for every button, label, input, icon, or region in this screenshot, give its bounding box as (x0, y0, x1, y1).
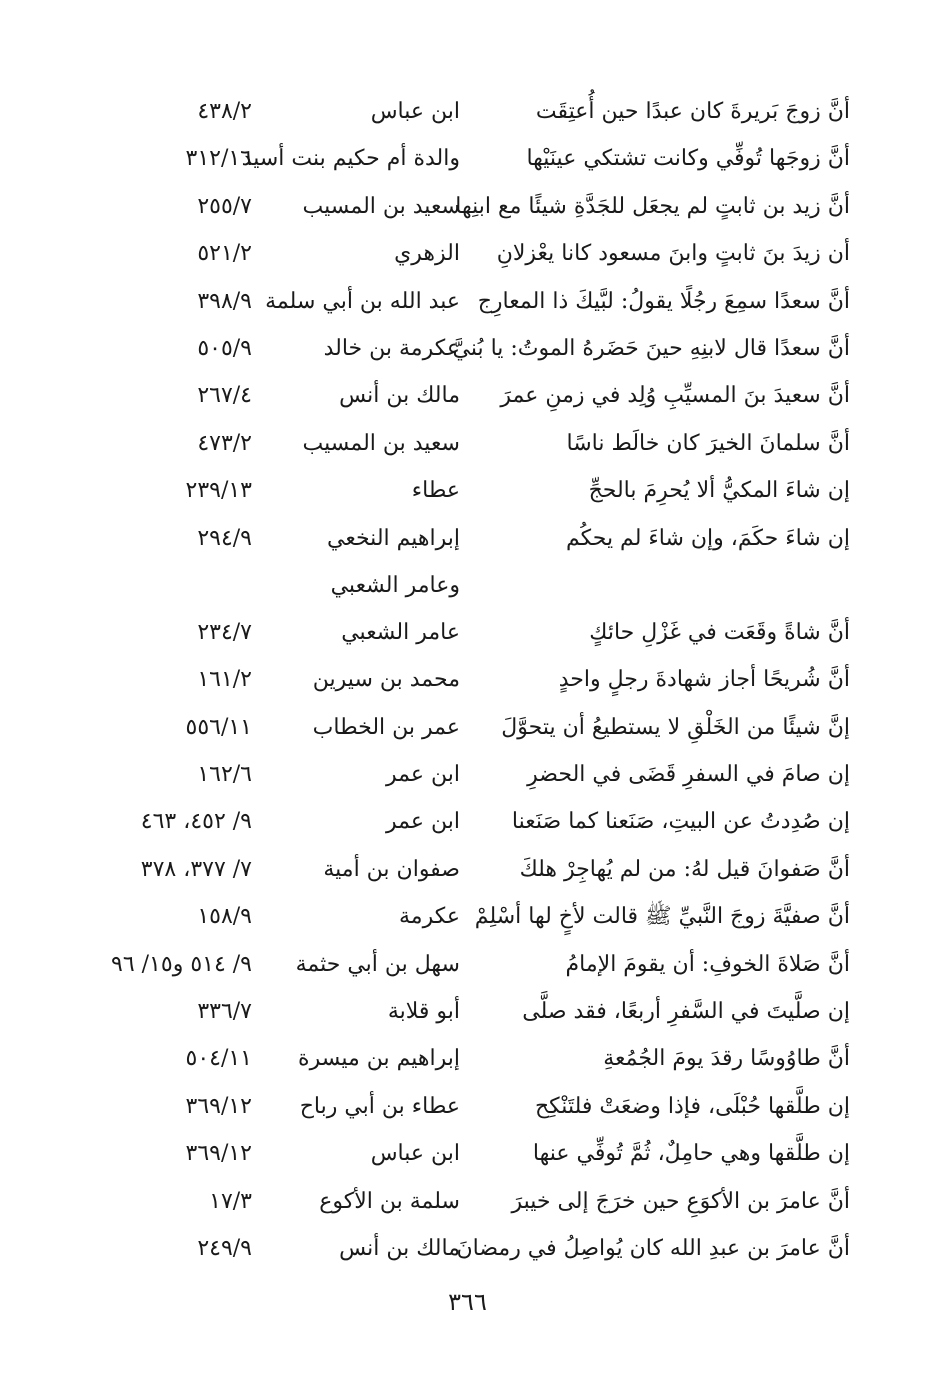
narrator-name: محمد بن سيرين (312, 667, 460, 693)
table-row (60, 278, 850, 325)
athar-text: إنَّ شيئًا من الخَلْقِ لا يستطيعُ أن يتحوَّلَ (501, 714, 850, 740)
table-row (60, 751, 850, 798)
volume-page-ref: ٤٧٣/٢ (197, 430, 252, 456)
table-row (60, 1225, 850, 1272)
athar-text: أنَّ طاوُوسًا رقدَ يومَ الجُمُعةِ (603, 1046, 850, 1072)
narrator-name: صفوان بن أمية (323, 856, 460, 882)
volume-page-ref: ٣٩٨/٩ (197, 288, 252, 314)
table-row (60, 609, 850, 656)
volume-page-ref: ٩/ ٥١٤ و١٥/ ٩٦ (111, 951, 252, 977)
volume-page-ref: ٧/ ٣٧٧، ٣٧٨ (140, 856, 252, 882)
athar-text: أنَّ صفيَّةَ زوجَ النَّبيِّ ﷺ قالت لأخٍ لها أسْلِمْ (474, 904, 850, 930)
narrator-name: مالك بن أنس (339, 383, 460, 409)
table-row (60, 656, 850, 703)
index-table (60, 88, 850, 1288)
athar-text: أنَّ شُريحًا أجاز شهادةَ رجلٍ واحدٍ (558, 667, 850, 693)
narrator-name: عكرمة بن خالد (323, 335, 460, 361)
narrator-name: أبو قلابة (387, 999, 460, 1025)
volume-page-ref: ٢٦٧/٤ (197, 383, 252, 409)
athar-text: أنَّ سعدًا سمِعَ رجُلًا يقولُ: لبَّيكَ ذا المعارِج (477, 288, 850, 314)
table-row (60, 420, 850, 467)
narrator-name: إبراهيم النخعي (327, 525, 460, 551)
table-row (60, 135, 850, 182)
table-row (60, 1178, 850, 1225)
table-row (60, 230, 850, 277)
narrator-name: وعامر الشعبي (330, 572, 460, 598)
volume-page-ref: ٢٤٩/٩ (197, 1235, 252, 1261)
athar-text: أنَّ زوجَها تُوفِّي وكانت تشتكي عينَيْها (526, 146, 850, 172)
volume-page-ref: ٣٦٩/١٢ (185, 1093, 252, 1119)
narrator-name: عمر بن الخطاب (312, 714, 460, 740)
narrator-name: سعيد بن المسيب (302, 430, 460, 456)
volume-page-ref: ٣٦٩/١٢ (185, 1141, 252, 1167)
volume-page-ref: ٣٣٦/٧ (197, 999, 252, 1025)
athar-text: أنَّ سلمانَ الخيرَ كان خالَط ناسًا (566, 430, 850, 456)
athar-text: إن شاءَ المكيُّ ألا يُحرِمَ بالحجِّ (588, 478, 850, 504)
narrator-name: مالك بن أنس (339, 1235, 460, 1261)
table-row-continuation (60, 562, 850, 603)
volume-page-ref: ٢٩٤/٩ (197, 525, 252, 551)
volume-page-ref: ٤٣٨/٢ (197, 99, 252, 124)
athar-text: إن صلَّيتَ في السَّفرِ أربعًا، فقد صلَّى (522, 999, 850, 1025)
volume-page-ref: ٩/ ٤٥٢، ٤٦٣ (140, 809, 252, 835)
narrator-name: الزهري (394, 241, 460, 267)
table-row (60, 1130, 850, 1177)
athar-text: أنَّ شاةً وقَعَت في غَزْلِ حائكٍ (589, 619, 850, 645)
narrator-name: عامر الشعبي (341, 619, 460, 645)
table-row (60, 893, 850, 940)
narrator-name: عطاء بن أبي رباح (299, 1093, 460, 1119)
volume-page-ref: ٥٢١/٢ (197, 241, 252, 267)
narrator-name: ابن عمر (386, 762, 460, 788)
athar-text: أنَّ صَفوانَ قيل لهُ: من لم يُهاجِرْ هلكَ (519, 856, 850, 882)
volume-page-ref: ٥٠٤/١١ (185, 1046, 252, 1072)
athar-text: أنَّ عامرَ بن عبدِ الله كان يُواصِلُ في رمضانَ (456, 1235, 850, 1261)
table-row (60, 515, 850, 562)
athar-text: أنَّ زوجَ بَريرةَ كان عبدًا حين أُعتِقَت (535, 99, 850, 124)
athar-text: أنَّ عامرَ بن الأكوَعِ حين خرَجَ إلى خيبرَ (511, 1188, 850, 1214)
table-row (60, 1083, 850, 1130)
table-row (60, 798, 850, 845)
volume-page-ref: ١٧/٣ (209, 1188, 252, 1214)
athar-text: إن صُدِدتُ عن البيتِ، صَنَعنا كما صَنَعنا (511, 809, 850, 835)
page-number: ٣٦٦ (448, 1288, 487, 1316)
volume-page-ref: ٢٣٩/١٣ (185, 478, 252, 504)
athar-text: أنَّ سعيدَ بنَ المسيِّبِ وُلِد في زمنِ عمرَ (500, 383, 850, 409)
athar-text: إن طلَّقها وهي حامِلٌ، ثُمَّ تُوفِّي عنها (532, 1141, 850, 1167)
narrator-name: عطاء (411, 478, 460, 504)
athar-text: إن شاءَ حكَمَ، وإن شاءَ لم يحكُم (565, 525, 850, 551)
athar-text: إن طلَّقها حُبْلَى، فإذا وضعَتْ فلتَنْكِح (534, 1093, 850, 1119)
athar-text: إن صامَ في السفرِ قَضَى في الحضرِ (527, 762, 850, 788)
table-row (60, 941, 850, 988)
volume-page-ref: ١٥٨/٩ (197, 904, 252, 930)
table-row (60, 183, 850, 230)
table-row (60, 325, 850, 372)
volume-page-ref: ٢٣٤/٧ (197, 619, 252, 645)
narrator-name: عكرمة (399, 904, 460, 930)
table-row (60, 988, 850, 1035)
table-row (60, 704, 850, 751)
table-row (60, 1035, 850, 1082)
volume-page-ref: ٥٠٥/٩ (197, 335, 252, 361)
athar-text: أنَّ صَلاةَ الخوفِ: أن يقومَ الإمامُ (565, 951, 850, 977)
table-row (60, 467, 850, 514)
volume-page-ref: ١٦١/٢ (197, 667, 252, 693)
narrator-name: ابن عباس (370, 1141, 460, 1167)
table-row (60, 88, 850, 135)
athar-text: أنَّ زيد بن ثابتٍ لم يجعَل للجَدَّةِ شيئًا مع ابنِها (455, 193, 850, 219)
volume-page-ref: ١٦٢/٦ (197, 762, 252, 788)
narrator-name: والدة أم حكيم بنت أسيد (241, 146, 460, 172)
volume-page-ref: ٣١٢/١٦ (185, 146, 252, 172)
narrator-name: إبراهيم بن ميسرة (298, 1046, 460, 1072)
volume-page-ref: ٥٥٦/١١ (185, 714, 252, 740)
narrator-name: سلمة بن الأكوع (319, 1188, 460, 1214)
volume-page-ref: ٢٥٥/٧ (197, 193, 252, 219)
athar-text: أنَّ سعدًا قال لابنِهِ حينَ حَضَرهُ الموتُ: يا بُنيَّ (452, 335, 850, 361)
narrator-name: عبد الله بن أبي سلمة (265, 288, 460, 314)
narrator-name: سهل بن أبي حثمة (295, 951, 460, 977)
table-row (60, 372, 850, 419)
narrator-name: سعيد بن المسيب (302, 193, 460, 219)
narrator-name: ابن عباس (370, 99, 460, 124)
athar-text: أن زيدَ بنَ ثابتٍ وابنَ مسعود كانا يعْزلانِ (496, 241, 850, 267)
narrator-name: ابن عمر (386, 809, 460, 835)
table-row (60, 846, 850, 893)
